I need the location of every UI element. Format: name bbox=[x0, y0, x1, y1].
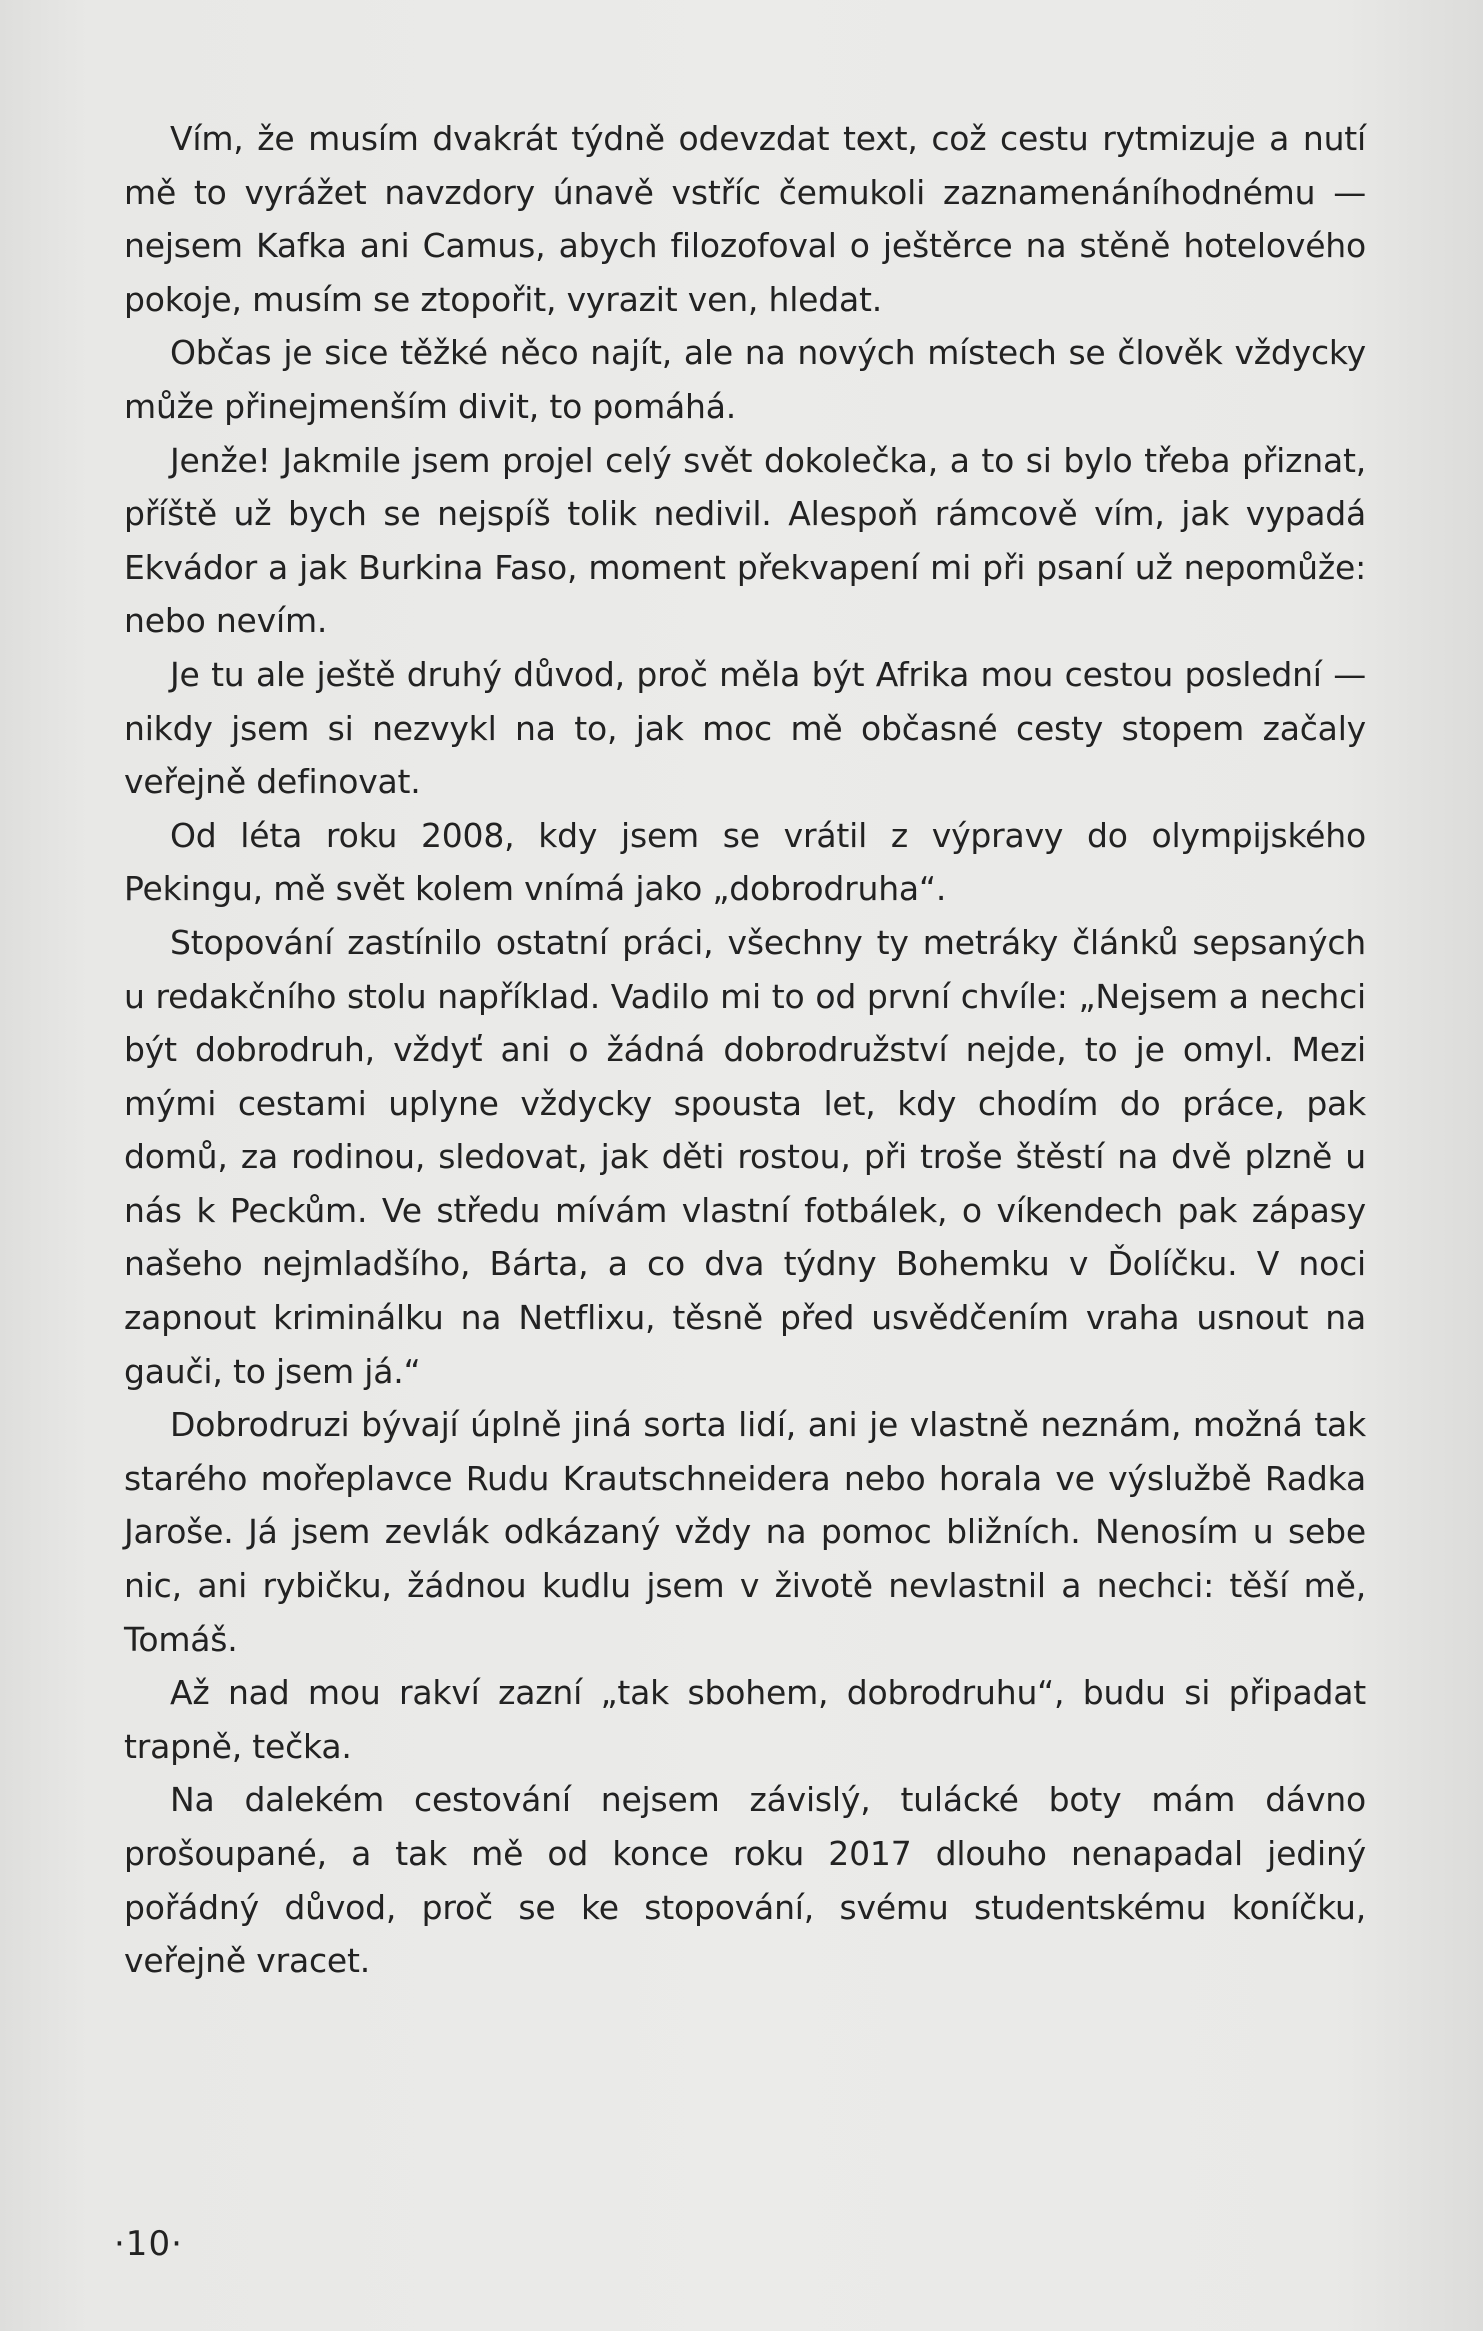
body-text bbox=[124, 112, 1366, 1988]
page-number: ·10· bbox=[114, 2224, 183, 2264]
paragraph: Od léta roku 2008, kdy jsem se vrátil z výpravy do olympijského Pekingu, mě svět kolem vnímá jako „dobrodruha“. bbox=[124, 815, 1366, 909]
paragraph: Občas je sice těžké něco najít, ale na nových místech se člověk vždycky může přinejmenším divit, to pomáhá. bbox=[124, 333, 1366, 426]
paragraph: Na dalekém cestování nejsem závislý, tulácké boty mám dávno prošoupané, a tak mě od konce roku 2017 dlouho nenapadal jediný pořádný důvod, proč se ke stopování, svému studentskému koníčku, veřejně vracet. bbox=[124, 1780, 1366, 1981]
paragraph: Vím, že musím dvakrát týdně odevzdat text, což cestu rytmizuje a nutí mě to vyrážet navzdory únavě vstříc čemukoli zaznamenáníhodnému — nejsem Kafka ani Camus, abych filozofoval o ještěrce na stěně hotelového pokoje, musím se ztopořit, vyrazit ven, hledat. bbox=[124, 119, 1366, 319]
paragraph: Až nad mou rakví zazní „tak sbohem, dobrodruhu“, budu si připadat trapně, tečka. bbox=[124, 1673, 1366, 1766]
paragraph: Je tu ale ještě druhý důvod, proč měla být Afrika mou cestou poslední — nikdy jsem si nezvykl na to, jak moc mě občasné cesty stopem začaly veřejně definovat. bbox=[124, 654, 1366, 802]
paragraph: Dobrodruzi bývají úplně jiná sorta lidí, ani je vlastně neznám, možná tak starého mořeplavce Rudu Krautschneidera nebo horala ve výslužbě Radka Jaroše. Já jsem zevlák odkázaný vždy na pomoc bližních. Nenosím u sebe nic, ani rybičku, žádnou kudlu jsem v životě nevlastnil a nechci: těší mě, Tomáš. bbox=[124, 1405, 1366, 1659]
paragraph: Stopování zastínilo ostatní práci, všechny ty metráky článků sepsaných u redakčního stolu například. Vadilo mi to od první chvíle: „Nejsem a nechci být dobrodruh, vždyť ani o žádná dobrodružství nejde, to je omyl. Mezi mými cestami uplyne vždycky spousta let, kdy chodím do práce, pak domů, za rodinou, sledovat, jak děti rostou, při troše štěstí na dvě plzně u nás k Peckům. Ve středu mívám vlastní fotbálek, o víkendech pak zápasy našeho nejmladšího, Bárta, a co dva týdny Bohemku v Ďolíčku. V noci zapnout kriminálku na Netflixu, těsně před usvědčením vraha usnout na gauči, to jsem já.“ bbox=[124, 922, 1366, 1391]
paragraph: Jenže! Jakmile jsem projel celý svět dokolečka, a to si bylo třeba přiznat, příště už bych se nejspíš tolik nedivil. Alespoň rámcově vím, jak vypadá Ekvádor a jak Burkina Faso, moment překvapení mi při psaní už nepomůže: nebo nevím. bbox=[124, 440, 1366, 641]
